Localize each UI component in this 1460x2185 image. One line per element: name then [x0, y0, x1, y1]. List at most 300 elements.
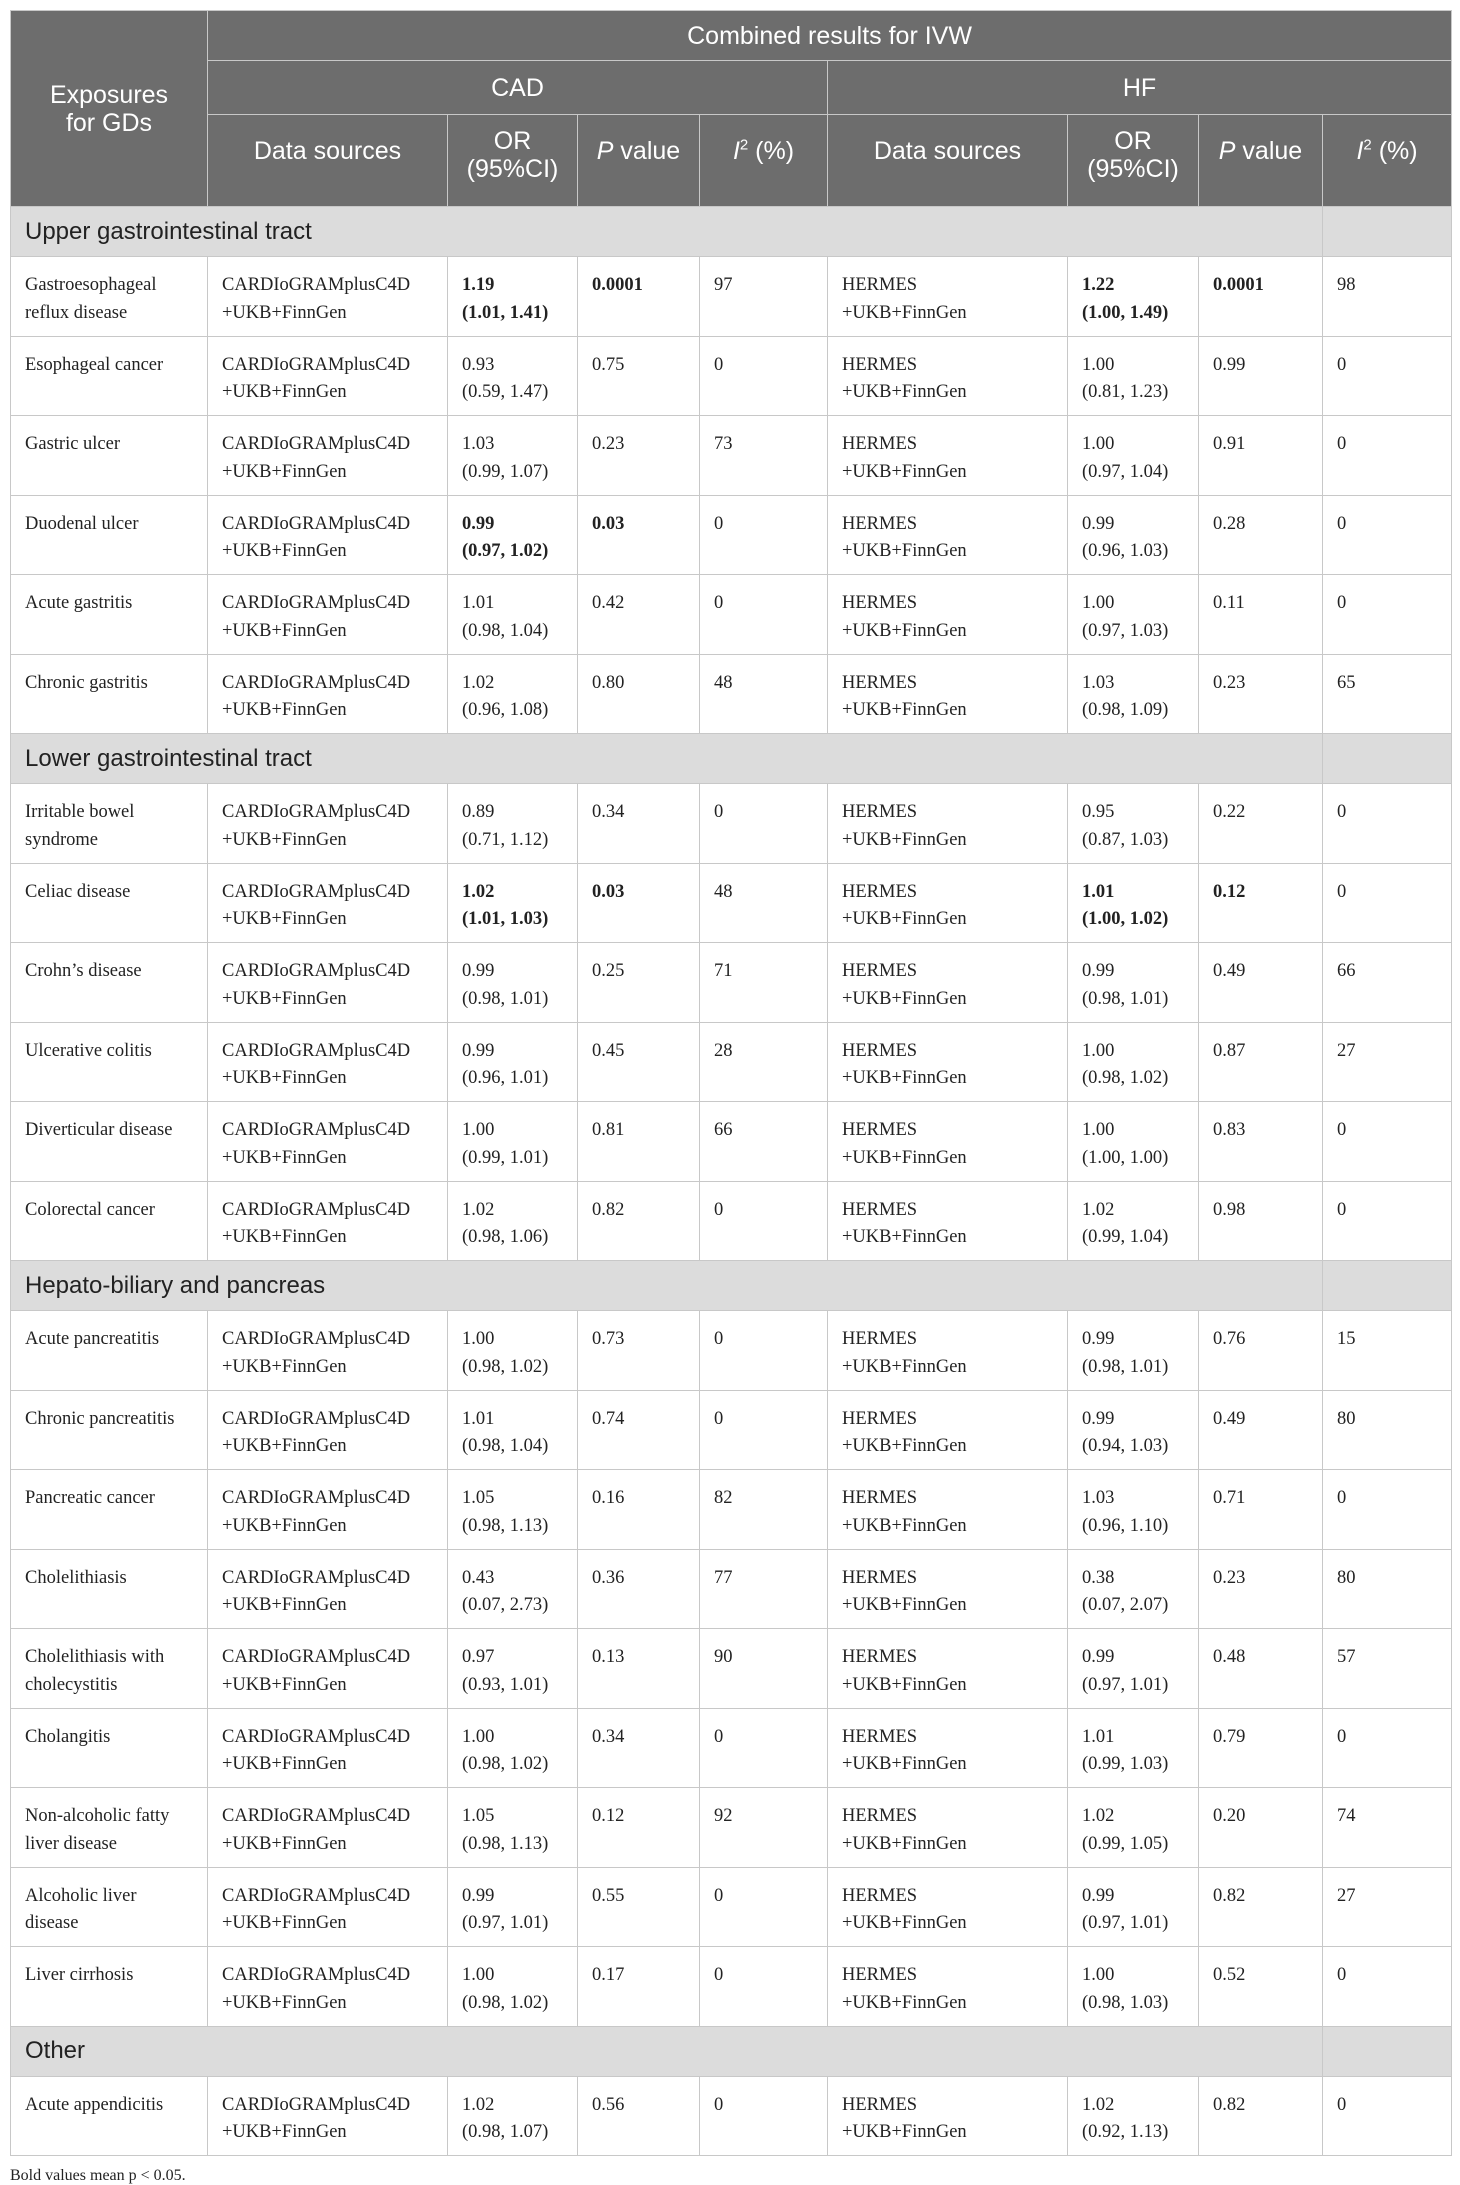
- hf-or-cell: [1068, 1022, 1199, 1102]
- cad-p-cell: [578, 257, 700, 337]
- cad-source-line: CARDIoGRAMplusC4D: [222, 513, 411, 534]
- table-row: [11, 257, 1452, 337]
- cad-p-rest: value: [613, 137, 681, 165]
- hf-data-sources-cell: [828, 1470, 1068, 1550]
- section-header-row: [11, 734, 1452, 784]
- exposure-name-line: Cholelithiasis with: [25, 1647, 165, 1667]
- table-header: [11, 11, 1452, 207]
- exposure-name-line: cholecystitis: [25, 1674, 118, 1695]
- hf-or-line: (0.99, 1.03): [1082, 1754, 1169, 1775]
- cad-data-sources-cell: [208, 1549, 448, 1629]
- table-row: [11, 1022, 1452, 1102]
- hf-data-sources-cell: [828, 1311, 1068, 1391]
- hf-p-cell: [1199, 416, 1323, 496]
- cad-data-sources-cell: [208, 654, 448, 734]
- hf-i2-cell: 80: [1323, 1390, 1452, 1470]
- cad-source-line: +UKB+FinnGen: [222, 1754, 347, 1775]
- hf-or-cell: [1068, 1470, 1199, 1550]
- hf-source-line: HERMES: [842, 513, 918, 534]
- hf-source-line: +UKB+FinnGen: [842, 382, 967, 403]
- hf-source-line: HERMES: [842, 1647, 918, 1667]
- hf-p-cell: [1199, 1181, 1323, 1261]
- cad-or-line: (0.96, 1.01): [462, 1068, 549, 1089]
- hf-source-line: HERMES: [842, 1488, 918, 1508]
- table-row: [11, 2076, 1452, 2156]
- cad-or-line: 1.02: [462, 1199, 495, 1220]
- hf-data-sources-cell: [828, 863, 1068, 943]
- cad-or-cell: [448, 1311, 578, 1391]
- hf-p-cell: [1199, 1311, 1323, 1391]
- hf-source-line: HERMES: [842, 1567, 918, 1588]
- cad-source-line: CARDIoGRAMplusC4D: [222, 2094, 411, 2115]
- cad-or-cell: [448, 1390, 578, 1470]
- hf-p-value: 0.0001: [1213, 275, 1264, 295]
- cad-or-line: (0.99, 1.01): [462, 1147, 549, 1168]
- exposure-cell: [11, 2076, 208, 2156]
- hf-i2-cell: 0: [1323, 2076, 1452, 2156]
- hf-p-value: 0.49: [1213, 961, 1246, 981]
- hf-i2-cell: 65: [1323, 654, 1452, 734]
- table-row: [11, 1311, 1452, 1391]
- hf-data-sources-cell: [828, 495, 1068, 575]
- section-title: Other: [11, 2026, 1323, 2076]
- cad-or-line: (0.98, 1.02): [462, 1992, 549, 2013]
- cad-data-sources-cell: [208, 1102, 448, 1182]
- hf-or-line: (0.99, 1.05): [1082, 1833, 1169, 1854]
- hf-i2-cell: 15: [1323, 1311, 1452, 1391]
- cad-data-sources-cell: [208, 1311, 448, 1391]
- cad-source-line: +UKB+FinnGen: [222, 1992, 347, 2013]
- hf-or-line: 1.00: [1082, 354, 1115, 375]
- cad-or-line: 0.93: [462, 354, 495, 375]
- hf-source-line: +UKB+FinnGen: [842, 1147, 967, 1168]
- cad-or-cell: [448, 784, 578, 864]
- exposure-name-line: Celiac disease: [25, 881, 131, 902]
- cad-p-cell: [578, 1788, 700, 1868]
- cad-or-line: 0.99: [462, 1040, 495, 1061]
- cad-i2-cell: 48: [700, 863, 828, 943]
- hf-source-line: +UKB+FinnGen: [842, 1992, 967, 2013]
- hf-p-cell: [1199, 336, 1323, 416]
- exposure-cell: [11, 1390, 208, 1470]
- hf-p-value: 0.23: [1213, 1567, 1246, 1588]
- cad-source-line: CARDIoGRAMplusC4D: [222, 275, 411, 295]
- hf-p-value: 0.71: [1213, 1488, 1246, 1508]
- cad-p-value: 0.56: [592, 2094, 625, 2115]
- cad-i2-cell: 82: [700, 1470, 828, 1550]
- hf-or-line: (0.99, 1.04): [1082, 1227, 1169, 1248]
- hf-i2-cell: 0: [1323, 1181, 1452, 1261]
- cad-source-line: +UKB+FinnGen: [222, 2122, 347, 2143]
- hf-p-value: 0.23: [1213, 672, 1246, 693]
- cad-i2-cell: 71: [700, 943, 828, 1023]
- hf-or-line: (1.00, 1.49): [1082, 302, 1169, 323]
- hf-data-sources-cell: [828, 1390, 1068, 1470]
- hf-or-line: 1.02: [1082, 2094, 1115, 2115]
- hf-p-value: 0.83: [1213, 1120, 1246, 1140]
- cad-or-line: 1.00: [462, 1329, 495, 1349]
- hf-i2-cell: 0: [1323, 863, 1452, 943]
- hf-source-line: HERMES: [842, 1329, 918, 1349]
- cad-or-cell: [448, 2076, 578, 2156]
- cad-or-line: (0.98, 1.07): [462, 2122, 549, 2143]
- hf-p-cell: [1199, 654, 1323, 734]
- cad-i2-cell: 0: [700, 1181, 828, 1261]
- hf-or-line: 0.99: [1082, 961, 1115, 981]
- hf-or-cell: [1068, 784, 1199, 864]
- hf-or-line: (0.98, 1.09): [1082, 700, 1169, 721]
- hf-source-line: +UKB+FinnGen: [842, 2122, 967, 2143]
- exposure-name-line: reflux disease: [25, 302, 128, 323]
- hf-p-cell: [1199, 863, 1323, 943]
- cad-p-cell: [578, 1311, 700, 1391]
- cad-or-line: 0.99: [462, 513, 495, 534]
- hf-p-cell: [1199, 1708, 1323, 1788]
- cad-data-sources-cell: [208, 1867, 448, 1947]
- cad-source-line: CARDIoGRAMplusC4D: [222, 1965, 411, 1985]
- hf-source-line: HERMES: [842, 1726, 918, 1747]
- cad-i2-cell: 28: [700, 1022, 828, 1102]
- cad-or-line: (0.98, 1.13): [462, 1515, 549, 1536]
- table-row: [11, 1102, 1452, 1182]
- hf-or-header-line1: OR: [1114, 127, 1152, 155]
- cad-or-header: [448, 115, 578, 207]
- cad-source-line: +UKB+FinnGen: [222, 909, 347, 930]
- hf-data-sources-cell: [828, 2076, 1068, 2156]
- cad-i2-cell: 0: [700, 1867, 828, 1947]
- hf-or-cell: [1068, 1311, 1199, 1391]
- cad-p-cell: [578, 575, 700, 655]
- table-row: [11, 495, 1452, 575]
- exposure-name-line: Acute appendicitis: [25, 2094, 164, 2115]
- cad-header: CAD: [208, 61, 828, 115]
- cad-source-line: CARDIoGRAMplusC4D: [222, 1488, 411, 1508]
- cad-or-line: (0.98, 1.02): [462, 1754, 549, 1775]
- cad-data-sources-cell: [208, 257, 448, 337]
- hf-or-line: (0.81, 1.23): [1082, 382, 1169, 403]
- cad-i2-cell: 66: [700, 1102, 828, 1182]
- cad-p-value: 0.03: [592, 513, 625, 534]
- hf-source-line: +UKB+FinnGen: [842, 620, 967, 641]
- hf-data-sources-cell: [828, 784, 1068, 864]
- hf-i2-cell: 66: [1323, 943, 1452, 1023]
- exposure-cell: [11, 257, 208, 337]
- hf-or-cell: [1068, 1867, 1199, 1947]
- section-title: Hepato-biliary and pancreas: [11, 1261, 1323, 1311]
- hf-i2-cell: 0: [1323, 1470, 1452, 1550]
- cad-i2-cell: 73: [700, 416, 828, 496]
- hf-i2-cell: 57: [1323, 1629, 1452, 1709]
- section-header-row: [11, 207, 1452, 257]
- hf-source-line: +UKB+FinnGen: [842, 461, 967, 482]
- cad-source-line: CARDIoGRAMplusC4D: [222, 881, 411, 902]
- cad-data-sources-cell: [208, 943, 448, 1023]
- cad-or-line: (0.07, 2.73): [462, 1595, 549, 1616]
- cad-or-line: (0.97, 1.01): [462, 1913, 549, 1934]
- cad-data-sources-cell: [208, 2076, 448, 2156]
- cad-p-cell: [578, 1629, 700, 1709]
- hf-or-line: 1.22: [1082, 275, 1115, 295]
- hf-source-line: HERMES: [842, 1408, 918, 1429]
- hf-i2-cell: 0: [1323, 1708, 1452, 1788]
- cad-p-cell: [578, 1181, 700, 1261]
- table-row: [11, 784, 1452, 864]
- hf-i2-cell: 0: [1323, 416, 1452, 496]
- cad-p-cell: [578, 1947, 700, 2027]
- cad-or-line: 1.02: [462, 672, 495, 693]
- cad-or-header-line2: (95%CI): [466, 155, 559, 183]
- hf-p-cell: [1199, 495, 1323, 575]
- hf-source-line: HERMES: [842, 1965, 918, 1985]
- hf-i2-cell: 27: [1323, 1867, 1452, 1947]
- cad-i2-cell: 0: [700, 784, 828, 864]
- cad-p-cell: [578, 1390, 700, 1470]
- hf-p-value: 0.99: [1213, 354, 1246, 375]
- exposure-name-line: Crohn’s disease: [25, 961, 142, 981]
- hf-data-sources-header: Data sources: [828, 115, 1068, 207]
- hf-or-cell: [1068, 1947, 1199, 2027]
- hf-source-line: +UKB+FinnGen: [842, 1595, 967, 1616]
- cad-source-line: +UKB+FinnGen: [222, 1068, 347, 1089]
- exposure-name-line: Cholelithiasis: [25, 1567, 127, 1588]
- table-row: [11, 416, 1452, 496]
- hf-data-sources-cell: [828, 416, 1068, 496]
- cad-p-value: 0.55: [592, 1885, 625, 1906]
- cad-or-line: 0.99: [462, 961, 495, 981]
- hf-p-cell: [1199, 1549, 1323, 1629]
- exposure-name-line: liver disease: [25, 1833, 117, 1854]
- hf-or-header-line2: (95%CI): [1087, 155, 1179, 183]
- cad-or-cell: [448, 336, 578, 416]
- table-body: [11, 207, 1452, 2156]
- section-header-row: [11, 2026, 1452, 2076]
- hf-or-cell: [1068, 1181, 1199, 1261]
- cad-source-line: +UKB+FinnGen: [222, 1913, 347, 1934]
- cad-i2-rest: (%): [748, 137, 795, 165]
- hf-i2-cell: 0: [1323, 495, 1452, 575]
- cad-or-cell: [448, 1629, 578, 1709]
- hf-source-line: +UKB+FinnGen: [842, 988, 967, 1009]
- hf-or-cell: [1068, 336, 1199, 416]
- cad-or-line: (0.97, 1.02): [462, 541, 549, 562]
- cad-or-line: 1.00: [462, 1965, 495, 1985]
- cad-source-line: +UKB+FinnGen: [222, 1674, 347, 1695]
- hf-source-line: +UKB+FinnGen: [842, 1674, 967, 1695]
- exposure-name-line: Chronic gastritis: [25, 672, 148, 693]
- cad-p-value: 0.16: [592, 1488, 625, 1508]
- exposure-name-line: Irritable bowel: [25, 802, 135, 822]
- cad-p-header: [578, 115, 700, 207]
- cad-source-line: +UKB+FinnGen: [222, 541, 347, 562]
- hf-or-line: (0.97, 1.03): [1082, 620, 1169, 641]
- hf-or-cell: [1068, 1708, 1199, 1788]
- cad-source-line: +UKB+FinnGen: [222, 988, 347, 1009]
- cad-data-sources-cell: [208, 495, 448, 575]
- hf-or-cell: [1068, 257, 1199, 337]
- cad-p-value: 0.0001: [592, 275, 643, 295]
- cad-data-sources-cell: [208, 784, 448, 864]
- hf-source-line: HERMES: [842, 2094, 918, 2115]
- cad-p-cell: [578, 2076, 700, 2156]
- hf-or-line: (0.98, 1.01): [1082, 1356, 1169, 1377]
- hf-or-line: (0.96, 1.03): [1082, 541, 1169, 562]
- table-row: [11, 654, 1452, 734]
- exposure-cell: [11, 1022, 208, 1102]
- hf-or-line: 0.38: [1082, 1567, 1115, 1588]
- cad-p-cell: [578, 1549, 700, 1629]
- cad-source-line: +UKB+FinnGen: [222, 1356, 347, 1377]
- cad-source-line: +UKB+FinnGen: [222, 1833, 347, 1854]
- hf-or-line: (0.87, 1.03): [1082, 829, 1169, 850]
- cad-i2-cell: 0: [700, 1947, 828, 2027]
- hf-source-line: +UKB+FinnGen: [842, 541, 967, 562]
- hf-or-line: 0.99: [1082, 1885, 1115, 1906]
- hf-source-line: HERMES: [842, 881, 918, 902]
- exposure-name-line: disease: [25, 1913, 79, 1934]
- cad-p-cell: [578, 336, 700, 416]
- cad-i2-cell: 0: [700, 1708, 828, 1788]
- hf-source-line: HERMES: [842, 434, 918, 454]
- cad-or-line: 1.00: [462, 1726, 495, 1747]
- cad-or-cell: [448, 1181, 578, 1261]
- cad-source-line: CARDIoGRAMplusC4D: [222, 1885, 411, 1906]
- exposure-cell: [11, 1102, 208, 1182]
- cad-or-cell: [448, 257, 578, 337]
- cad-or-line: 0.43: [462, 1567, 495, 1588]
- cad-or-line: (0.98, 1.06): [462, 1227, 549, 1248]
- hf-source-line: HERMES: [842, 1885, 918, 1906]
- results-table: [10, 10, 1452, 2156]
- hf-p-cell: [1199, 257, 1323, 337]
- hf-source-line: +UKB+FinnGen: [842, 1356, 967, 1377]
- hf-or-line: 1.01: [1082, 1726, 1115, 1747]
- hf-or-line: (0.98, 1.02): [1082, 1068, 1169, 1089]
- cad-p-cell: [578, 654, 700, 734]
- hf-p-value: 0.22: [1213, 802, 1246, 822]
- cad-p-value: 0.17: [592, 1965, 625, 1985]
- cad-or-line: (0.98, 1.04): [462, 620, 549, 641]
- results-table-container: [10, 10, 1451, 2185]
- hf-data-sources-cell: [828, 1629, 1068, 1709]
- cad-i2-cell: 0: [700, 495, 828, 575]
- cad-or-line: 0.97: [462, 1647, 495, 1667]
- section-empty-cell: [1323, 2026, 1452, 2076]
- hf-p-italic: P: [1218, 137, 1236, 165]
- hf-p-value: 0.76: [1213, 1329, 1246, 1349]
- exposure-name-line: Diverticular disease: [25, 1120, 173, 1140]
- hf-p-cell: [1199, 1470, 1323, 1550]
- hf-or-cell: [1068, 654, 1199, 734]
- hf-i2-header: [1323, 115, 1452, 207]
- cad-i2-cell: 92: [700, 1788, 828, 1868]
- section-title: Upper gastrointestinal tract: [11, 207, 1323, 257]
- section-header-row: [11, 1261, 1452, 1311]
- cad-source-line: CARDIoGRAMplusC4D: [222, 802, 411, 822]
- exposure-cell: [11, 1311, 208, 1391]
- cad-or-line: (0.93, 1.01): [462, 1674, 549, 1695]
- hf-or-line: 1.00: [1082, 593, 1115, 613]
- cad-or-header-line1: OR: [493, 127, 532, 155]
- cad-p-value: 0.81: [592, 1120, 625, 1140]
- hf-p-cell: [1199, 1629, 1323, 1709]
- hf-source-line: HERMES: [842, 1120, 918, 1140]
- exposures-header: [11, 11, 208, 207]
- cad-p-cell: [578, 416, 700, 496]
- hf-source-line: +UKB+FinnGen: [842, 1754, 967, 1775]
- hf-source-line: HERMES: [842, 593, 918, 613]
- hf-p-cell: [1199, 1947, 1323, 2027]
- hf-p-header: [1199, 115, 1323, 207]
- hf-source-line: +UKB+FinnGen: [842, 829, 967, 850]
- cad-source-line: CARDIoGRAMplusC4D: [222, 1040, 411, 1061]
- cad-source-line: +UKB+FinnGen: [222, 461, 347, 482]
- hf-p-value: 0.87: [1213, 1040, 1246, 1061]
- cad-p-value: 0.34: [592, 1726, 625, 1747]
- hf-source-line: HERMES: [842, 275, 918, 295]
- hf-or-header: [1068, 115, 1199, 207]
- hf-source-line: +UKB+FinnGen: [842, 1068, 967, 1089]
- hf-data-sources-cell: [828, 1788, 1068, 1868]
- hf-p-value: 0.49: [1213, 1408, 1246, 1429]
- cad-source-line: +UKB+FinnGen: [222, 1436, 347, 1457]
- hf-data-sources-cell: [828, 1867, 1068, 1947]
- exposure-name-line: Pancreatic cancer: [25, 1488, 155, 1508]
- table-row: [11, 1390, 1452, 1470]
- hf-source-line: HERMES: [842, 1199, 918, 1220]
- exposure-cell: [11, 1947, 208, 2027]
- cad-or-cell: [448, 1788, 578, 1868]
- cad-p-value: 0.80: [592, 672, 625, 693]
- exposure-name-line: Alcoholic liver: [25, 1885, 137, 1906]
- cad-or-line: (1.01, 1.41): [462, 302, 549, 323]
- cad-or-line: 1.01: [462, 1408, 495, 1429]
- hf-p-value: 0.28: [1213, 513, 1246, 534]
- cad-i2-cell: 0: [700, 2076, 828, 2156]
- cad-source-line: CARDIoGRAMplusC4D: [222, 1567, 411, 1588]
- cad-or-cell: [448, 495, 578, 575]
- cad-source-line: CARDIoGRAMplusC4D: [222, 1408, 411, 1429]
- exposure-cell: [11, 1867, 208, 1947]
- hf-or-line: (0.98, 1.03): [1082, 1992, 1169, 2013]
- cad-or-cell: [448, 575, 578, 655]
- hf-p-value: 0.11: [1213, 593, 1245, 613]
- hf-p-cell: [1199, 1022, 1323, 1102]
- cad-or-cell: [448, 1022, 578, 1102]
- hf-source-line: +UKB+FinnGen: [842, 1515, 967, 1536]
- hf-or-line: 1.02: [1082, 1199, 1115, 1220]
- cad-p-value: 0.36: [592, 1567, 625, 1588]
- hf-i2-cell: 98: [1323, 257, 1452, 337]
- hf-p-cell: [1199, 784, 1323, 864]
- table-row: [11, 943, 1452, 1023]
- exposure-name-line: Acute gastritis: [25, 593, 133, 613]
- hf-or-cell: [1068, 575, 1199, 655]
- exposure-cell: [11, 654, 208, 734]
- hf-i2-letter: I: [1356, 137, 1364, 165]
- cad-i2-cell: 77: [700, 1549, 828, 1629]
- hf-data-sources-cell: [828, 1022, 1068, 1102]
- cad-p-value: 0.23: [592, 434, 625, 454]
- hf-source-line: HERMES: [842, 802, 918, 822]
- hf-or-line: (1.00, 1.02): [1082, 909, 1169, 930]
- exposure-cell: [11, 575, 208, 655]
- cad-p-cell: [578, 943, 700, 1023]
- cad-source-line: +UKB+FinnGen: [222, 1515, 347, 1536]
- hf-data-sources-cell: [828, 257, 1068, 337]
- hf-or-line: 1.03: [1082, 672, 1115, 693]
- cad-i2-cell: 90: [700, 1629, 828, 1709]
- exposure-cell: [11, 1181, 208, 1261]
